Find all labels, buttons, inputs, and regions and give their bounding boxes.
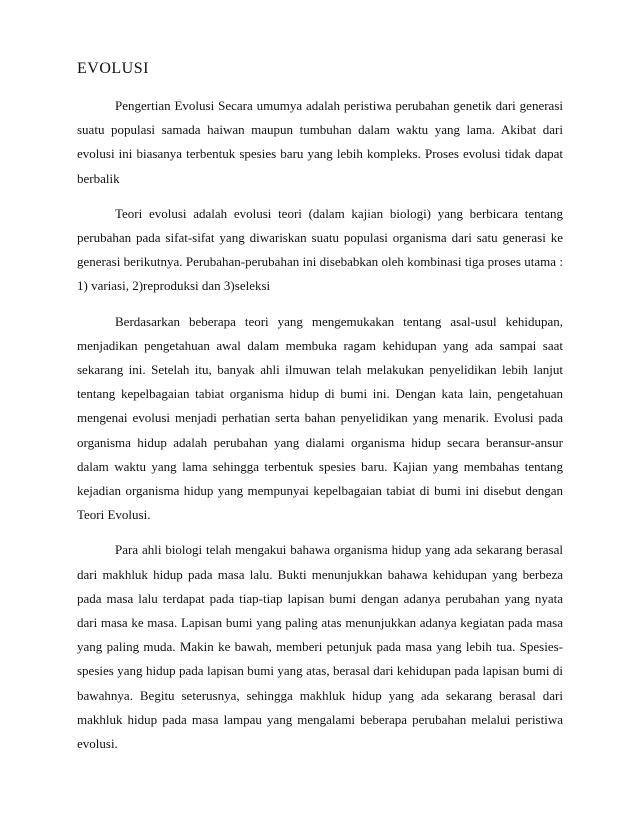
paragraph-evidence: Para ahli biologi telah mengakui bahawa organisma hidup yang ada sekarang berasal dari makhluk hidup pada masa lalu. Bukti menunjukkan bahawa kehidupan yang berbeza pada masa lalu terdapat pada tiap-tiap lapisan bumi dengan adanya perubahan yang nyata dari masa ke masa. Lapisan bumi yang paling atas menunjukkan adanya kegiatan pada masa yang paling muda. Makin ke bawah, memberi petunjuk pada masa yang lebih tua. Spesies-spesies yang hidup pada lapisan bumi yang atas, berasal dari kehidupan pada lapisan bumi di bawahnya. Begitu seterusnya, sehingga makhluk hidup yang ada sekarang berasal dari makhluk hidup pada masa lampau yang mengalami beberapa perubahan melalui peristiwa evolusi. [77, 542, 563, 752]
paragraph-definition: Pengertian Evolusi Secara umumya adalah peristiwa perubahan genetik dari generasi suatu populasi samada haiwan maupun tumbuhan dalam waktu yang lama. Akibat dari evolusi ini biasanya terbentuk spesies baru yang lebih kompleks. Proses evolusi tidak dapat berbalik [77, 98, 563, 186]
paragraph-origins: Berdasarkan beberapa teori yang mengemukakan tentang asal-usul kehidupan, menjadikan pengetahuan awal dalam membuka ragam kehidupan yang ada sampai saat sekarang ini. Setelah itu, banyak ahli ilmuwan telah melakukan penyelidikan lebih lanjut tentang kepelbagaian tabiat organisma hidup di bumi ini. Dengan kata lain, pengetahuan mengenai evolusi menjadi perhatian serta bahan penyelidikan yang menarik. Evolusi pada organisma hidup adalah perubahan yang dialami organisma hidup secara beransur-ansur dalam waktu yang lama sehingga terbentuk spesies baru. Kajian yang membahas tentang kejadian organisma hidup yang mempunyai kepelbagaian tabiat di bumi ini disebut dengan Teori Evolusi. [77, 313, 563, 523]
document-body [77, 58, 563, 767]
paragraph-theory: Teori evolusi adalah evolusi teori (dalam kajian biologi) yang berbicara tentang perubahan pada sifat-sifat yang diwariskan suatu populasi organisma dari satu generasi ke generasi berikutnya. Perubahan-perubahan ini disebabkan oleh kombinasi tiga proses utama : 1) variasi, 2)reproduksi dan 3)seleksi [77, 205, 563, 294]
document-title: EVOLUSI [77, 60, 149, 77]
